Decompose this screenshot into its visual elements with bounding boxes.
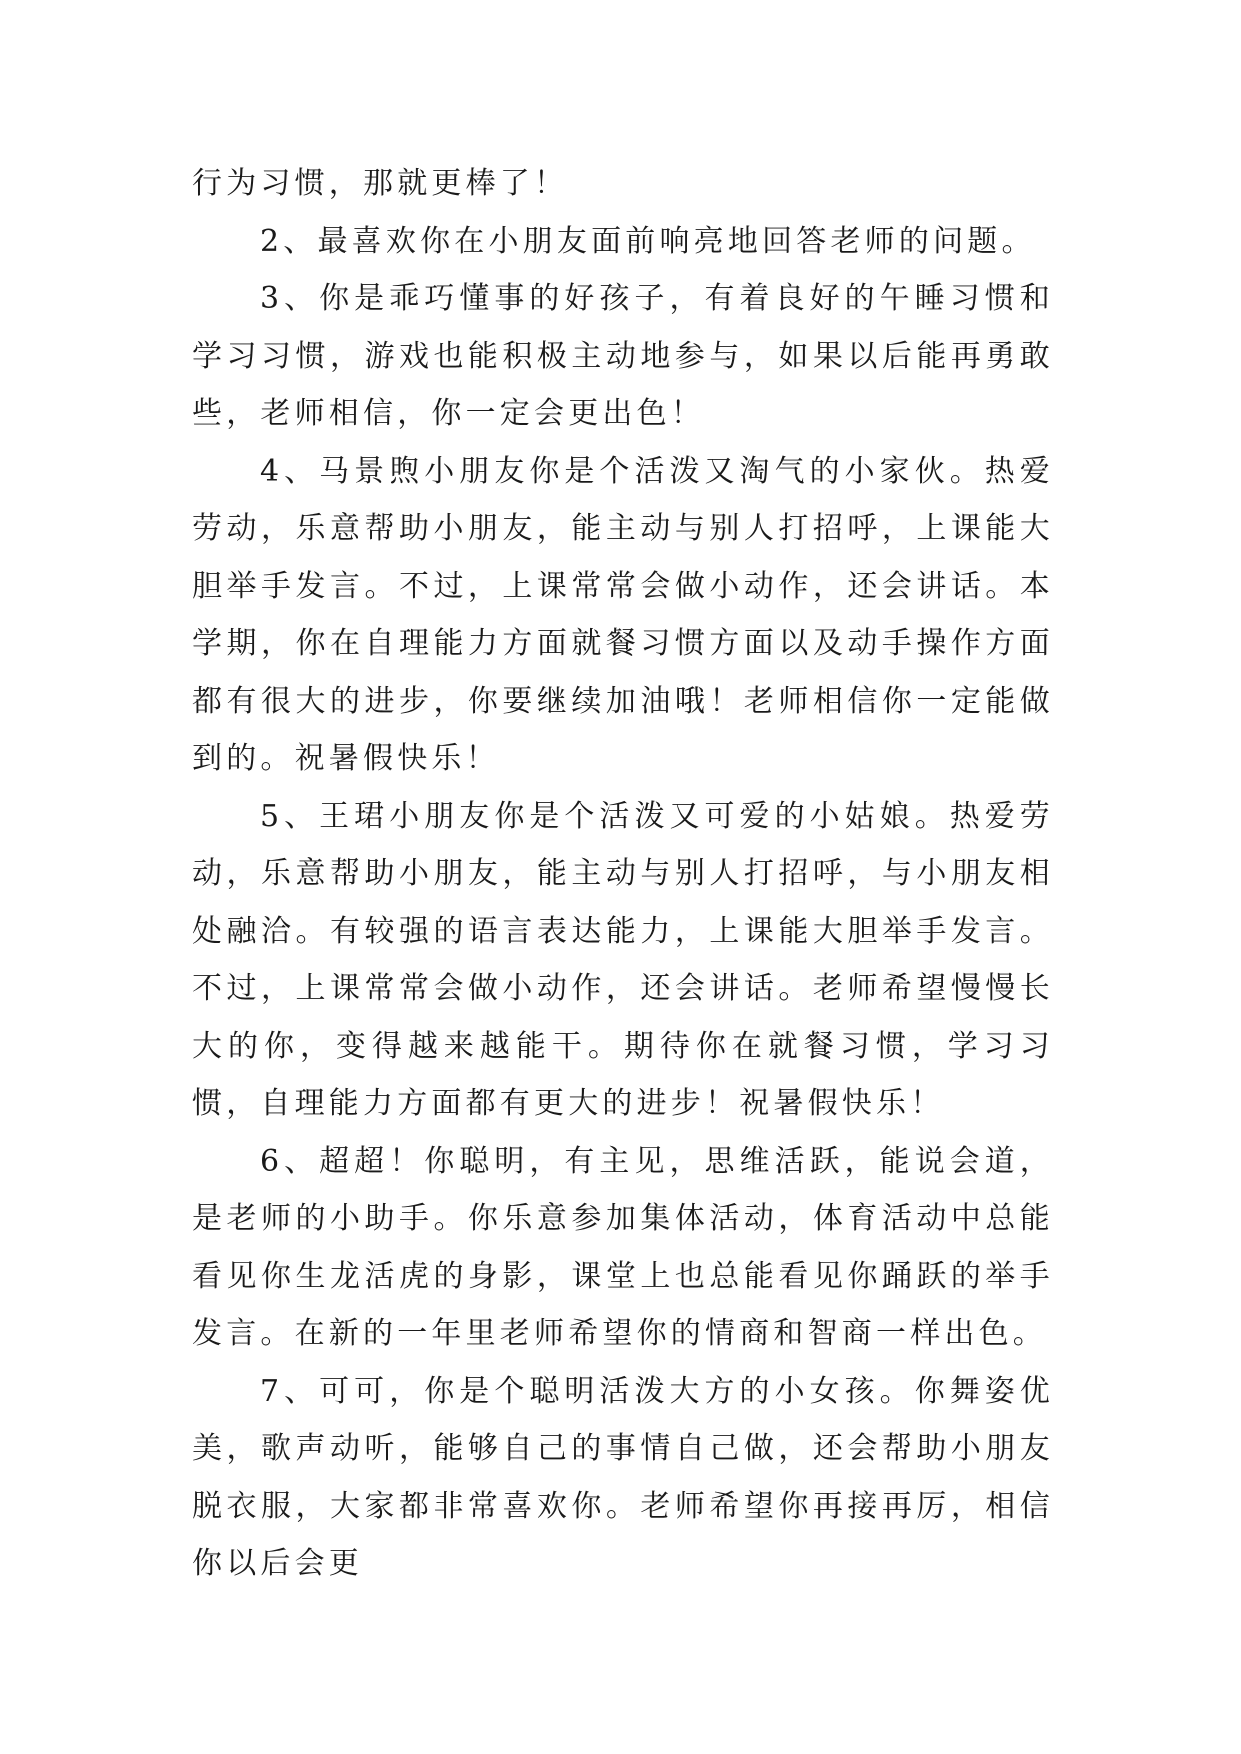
- paragraph-item-3: 3、你是乖巧懂事的好孩子，有着良好的午睡习惯和学习习惯，游戏也能积极主动地参与，如果以后能再勇敢些，老师相信，你一定会更出色！: [192, 281, 1054, 431]
- paragraph-item-2: 2、最喜欢你在小朋友面前响亮地回答老师的问题。: [260, 223, 1036, 259]
- paragraph-item-6: 6、超超！你聪明，有主见，思维活跃，能说会道，是老师的小助手。你乐意参加集体活动，体育活动中总能看见你生龙活虎的身影，课堂上也总能看见你踊跃的举手发言。在新的一年里老师希望你的情商和智商一样出色。: [192, 1143, 1054, 1351]
- paragraph-item-7: 7、可可，你是个聪明活泼大方的小女孩。你舞姿优美，歌声动听，能够自己的事情自己做，还会帮助小朋友脱衣服，大家都非常喜欢你。老师希望你再接再厉，相信你以后会更: [192, 1373, 1054, 1581]
- paragraph-item-5: 5、王珺小朋友你是个活泼又可爱的小姑娘。热爱劳动，乐意帮助小朋友，能主动与别人打招呼，与小朋友相处融洽。有较强的语言表达能力，上课能大胆举手发言。不过，上课常常会做小动作，还会讲话。老师希望慢慢长大的你，变得越来越能干。期待你在就餐习惯，学习习惯，自理能力方面都有更大的进步！祝暑假快乐！: [192, 798, 1054, 1121]
- document-body: [192, 155, 1054, 1593]
- paragraph-item-4: 4、马景煦小朋友你是个活泼又淘气的小家伙。热爱劳动，乐意帮助小朋友，能主动与别人打招呼，上课能大胆举手发言。不过，上课常常会做小动作，还会讲话。本学期，你在自理能力方面就餐习惯方面以及动手操作方面都有很大的进步，你要继续加油哦！老师相信你一定能做到的。祝暑假快乐！: [192, 453, 1054, 776]
- paragraph-continuation: 行为习惯，那就更棒了！: [192, 166, 569, 201]
